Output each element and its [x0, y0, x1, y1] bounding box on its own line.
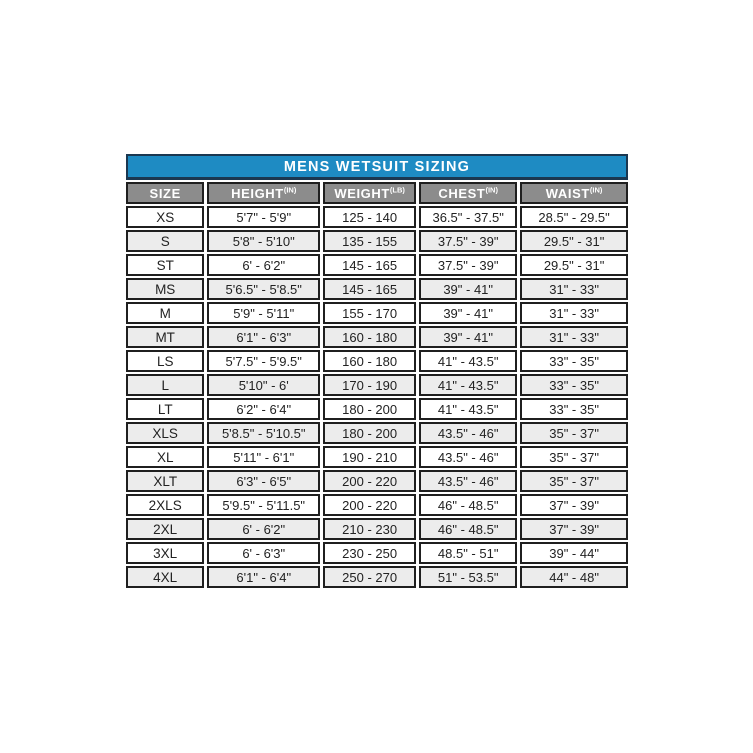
value-cell: 33" - 35": [520, 350, 628, 372]
value-cell: 35" - 37": [520, 422, 628, 444]
column-header-height: [207, 182, 320, 204]
value-cell: 48.5" - 51": [419, 542, 517, 564]
value-cell: 180 - 200: [323, 422, 416, 444]
value-cell: 125 - 140: [323, 206, 416, 228]
value-cell: 6' - 6'2": [207, 518, 320, 540]
column-header-waist: [520, 182, 628, 204]
sizing-table: [123, 180, 631, 590]
value-cell: 37" - 39": [520, 518, 628, 540]
column-label: CHEST: [438, 185, 486, 201]
value-cell: 5'10" - 6': [207, 374, 320, 396]
column-label: WAIST: [545, 185, 590, 201]
table-row-lt: [126, 398, 628, 420]
table-row-xls: [126, 422, 628, 444]
value-cell: 31" - 33": [520, 326, 628, 348]
table-row-ms: [126, 278, 628, 300]
value-cell: 35" - 37": [520, 446, 628, 468]
column-label: WEIGHT: [334, 185, 390, 201]
value-cell: 160 - 180: [323, 326, 416, 348]
table-row-l: [126, 374, 628, 396]
column-label: SIZE: [149, 185, 181, 201]
value-cell: 31" - 33": [520, 278, 628, 300]
value-cell: 5'8.5" - 5'10.5": [207, 422, 320, 444]
value-cell: 6'1" - 6'4": [207, 566, 320, 588]
size-cell: L: [126, 374, 204, 396]
value-cell: 6' - 6'2": [207, 254, 320, 276]
value-cell: 180 - 200: [323, 398, 416, 420]
value-cell: 43.5" - 46": [419, 446, 517, 468]
value-cell: 6'3" - 6'5": [207, 470, 320, 492]
value-cell: 230 - 250: [323, 542, 416, 564]
table-row-xs: [126, 206, 628, 228]
size-cell: MS: [126, 278, 204, 300]
size-cell: LS: [126, 350, 204, 372]
unit-superscript: (IN): [485, 185, 498, 195]
size-cell: 3XL: [126, 542, 204, 564]
value-cell: 39" - 41": [419, 302, 517, 324]
value-cell: 5'8" - 5'10": [207, 230, 320, 252]
value-cell: 37" - 39": [520, 494, 628, 516]
size-cell: LT: [126, 398, 204, 420]
sizing-chart: [126, 154, 628, 590]
value-cell: 210 - 230: [323, 518, 416, 540]
value-cell: 6'2" - 6'4": [207, 398, 320, 420]
value-cell: 5'11" - 6'1": [207, 446, 320, 468]
value-cell: 37.5" - 39": [419, 230, 517, 252]
value-cell: 160 - 180: [323, 350, 416, 372]
value-cell: 5'6.5" - 5'8.5": [207, 278, 320, 300]
value-cell: 39" - 44": [520, 542, 628, 564]
value-cell: 29.5" - 31": [520, 254, 628, 276]
chart-title: MENS WETSUIT SIZING: [283, 158, 471, 175]
table-row-2xls: [126, 494, 628, 516]
value-cell: 35" - 37": [520, 470, 628, 492]
value-cell: 6'1" - 6'3": [207, 326, 320, 348]
table-row-s: [126, 230, 628, 252]
value-cell: 5'9.5" - 5'11.5": [207, 494, 320, 516]
value-cell: 145 - 165: [323, 278, 416, 300]
value-cell: 43.5" - 46": [419, 470, 517, 492]
size-cell: ST: [126, 254, 204, 276]
size-cell: 4XL: [126, 566, 204, 588]
table-row-3xl: [126, 542, 628, 564]
header-row: [126, 182, 628, 204]
unit-superscript: (IN): [283, 185, 297, 195]
column-header-weight: [323, 182, 416, 204]
size-cell: XS: [126, 206, 204, 228]
table-row-mt: [126, 326, 628, 348]
column-label: HEIGHT: [231, 185, 284, 201]
table-row-ls: [126, 350, 628, 372]
value-cell: 6' - 6'3": [207, 542, 320, 564]
size-cell: 2XLS: [126, 494, 204, 516]
value-cell: 46" - 48.5": [419, 518, 517, 540]
table-row-xl: [126, 446, 628, 468]
value-cell: 33" - 35": [520, 398, 628, 420]
unit-superscript: (LB): [389, 185, 405, 195]
value-cell: 37.5" - 39": [419, 254, 517, 276]
value-cell: 5'7" - 5'9": [207, 206, 320, 228]
value-cell: 51" - 53.5": [419, 566, 517, 588]
chart-title-bar: [126, 154, 628, 180]
value-cell: 46" - 48.5": [419, 494, 517, 516]
value-cell: 5'9" - 5'11": [207, 302, 320, 324]
size-cell: 2XL: [126, 518, 204, 540]
value-cell: 200 - 220: [323, 494, 416, 516]
sizing-table-body: [126, 206, 628, 588]
size-cell: XL: [126, 446, 204, 468]
value-cell: 190 - 210: [323, 446, 416, 468]
value-cell: 36.5" - 37.5": [419, 206, 517, 228]
size-cell: XLS: [126, 422, 204, 444]
value-cell: 5'7.5" - 5'9.5": [207, 350, 320, 372]
size-cell: M: [126, 302, 204, 324]
value-cell: 200 - 220: [323, 470, 416, 492]
value-cell: 135 - 155: [323, 230, 416, 252]
unit-superscript: (IN): [589, 185, 603, 195]
column-header-chest: [419, 182, 517, 204]
value-cell: 41" - 43.5": [419, 350, 517, 372]
value-cell: 39" - 41": [419, 278, 517, 300]
column-header-size: [126, 182, 204, 204]
value-cell: 44" - 48": [520, 566, 628, 588]
value-cell: 43.5" - 46": [419, 422, 517, 444]
value-cell: 170 - 190: [323, 374, 416, 396]
size-cell: S: [126, 230, 204, 252]
value-cell: 39" - 41": [419, 326, 517, 348]
value-cell: 41" - 43.5": [419, 374, 517, 396]
size-cell: XLT: [126, 470, 204, 492]
table-row-m: [126, 302, 628, 324]
value-cell: 250 - 270: [323, 566, 416, 588]
value-cell: 33" - 35": [520, 374, 628, 396]
table-row-4xl: [126, 566, 628, 588]
table-row-st: [126, 254, 628, 276]
table-row-2xl: [126, 518, 628, 540]
table-row-xlt: [126, 470, 628, 492]
size-cell: MT: [126, 326, 204, 348]
value-cell: 29.5" - 31": [520, 230, 628, 252]
value-cell: 155 - 170: [323, 302, 416, 324]
value-cell: 145 - 165: [323, 254, 416, 276]
value-cell: 41" - 43.5": [419, 398, 517, 420]
value-cell: 28.5" - 29.5": [520, 206, 628, 228]
value-cell: 31" - 33": [520, 302, 628, 324]
